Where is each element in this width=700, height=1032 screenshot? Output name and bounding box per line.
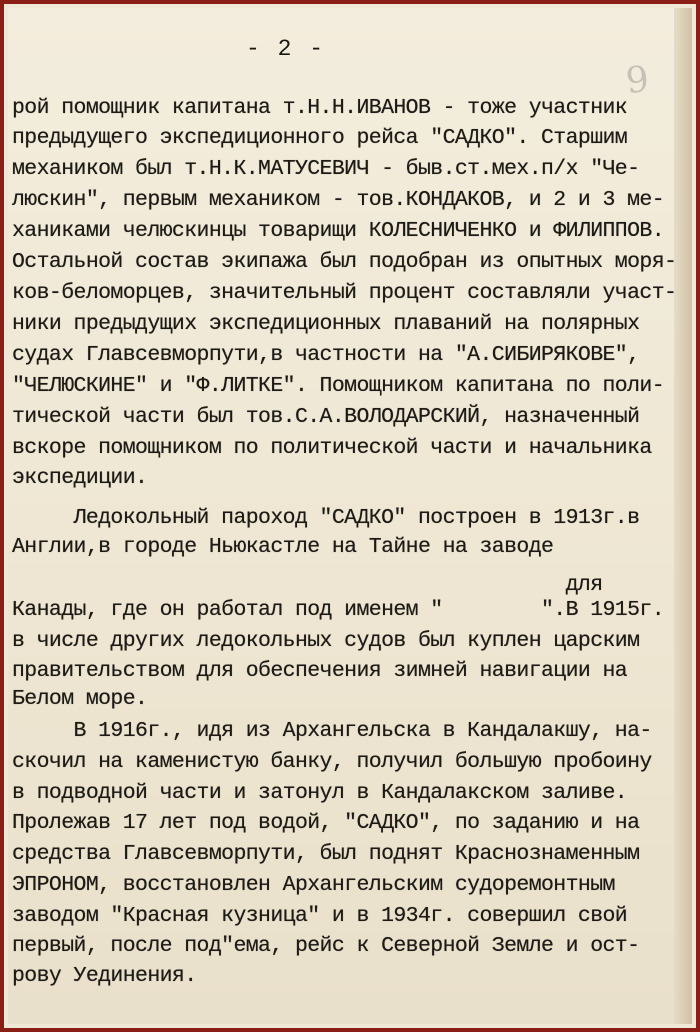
page-number: - 2 - [246,36,326,62]
text-line: ханиками челюскинцы товарищи КОЛЕСНИЧЕНКО и ФИЛИППОВ. [12,219,665,243]
text-line: ники предыдущих экспедиционных плаваний на полярных [12,312,640,336]
text-line: тической части был тов.С.А.ВОЛОДАРСКИЙ, назначенный [12,405,640,429]
text-line: Ледокольный пароход "САДКО" построен в 1913г.в [12,506,640,530]
text-line: "ЧЕЛЮСКИНЕ" и "Ф.ЛИТКЕ". Помощником капитана по поли- [12,374,665,398]
text-line: люскин", первым механиком - тов.КОНДАКОВ, и 2 и 3 ме- [12,188,665,212]
text-line: скочил на каменистую банку, получил большую пробоину [12,750,652,774]
text-line: рой помощник капитана т.Н.Н.ИВАНОВ - тоже участник [12,96,628,120]
text-line: Пролежав 17 лет под водой, "САДКО", по заданию и на [12,811,640,835]
text-line: Белом море. [12,687,148,711]
text-line: предыдущего экспедиционного рейса "САДКО". Старшим [12,126,628,150]
text-line: В 1916г., идя из Архангельска в Кандалакшу, на- [12,719,652,743]
text-line: механиком был т.Н.К.МАТУСЕВИЧ - быв.ст.мех.п/х "Че- [12,157,640,181]
text-line: экспедиции. [12,466,148,490]
text-line: рову Уединения. [12,964,197,988]
text-line: ЭПРОНОМ, восстановлен Архангельским судоремонтным [12,873,615,897]
text-line: заводом "Красная кузница" и в 1934г. совершил свой [12,904,628,928]
text-line: в числе других ледокольных судов был куплен царским [12,629,640,653]
pencil-page-mark: 9 [623,58,651,103]
text-line: в подводной части и затонул в Кандалакском заливе. [12,781,628,805]
text-line: правительством для обеспечения зимней навигации на [12,659,628,683]
page-edge-shadow [674,8,692,1024]
text-line: Канады, где он работал под именем " ".В 1915г. [12,598,665,622]
text-line: вскоре помощником по политической части и начальника [12,436,652,460]
text-line: средства Главсевморпути, был поднят Краснознаменным [12,842,640,866]
document-page [8,8,692,1024]
text-line: Остальной состав экипажа был подобран из опытных моря- [12,250,677,274]
text-line: Англии,в городе Ньюкастле на Тайне на заводе [12,535,554,559]
text-line: судах Главсевморпути,в частности на "А.СИБИРЯКОВЕ", [12,343,640,367]
text-line: первый, после под"ема, рейс к Северной Земле и ост- [12,934,640,958]
text-line: ков-беломорцев, значительный процент составляли участ- [12,281,677,305]
text-line: для [12,573,603,597]
